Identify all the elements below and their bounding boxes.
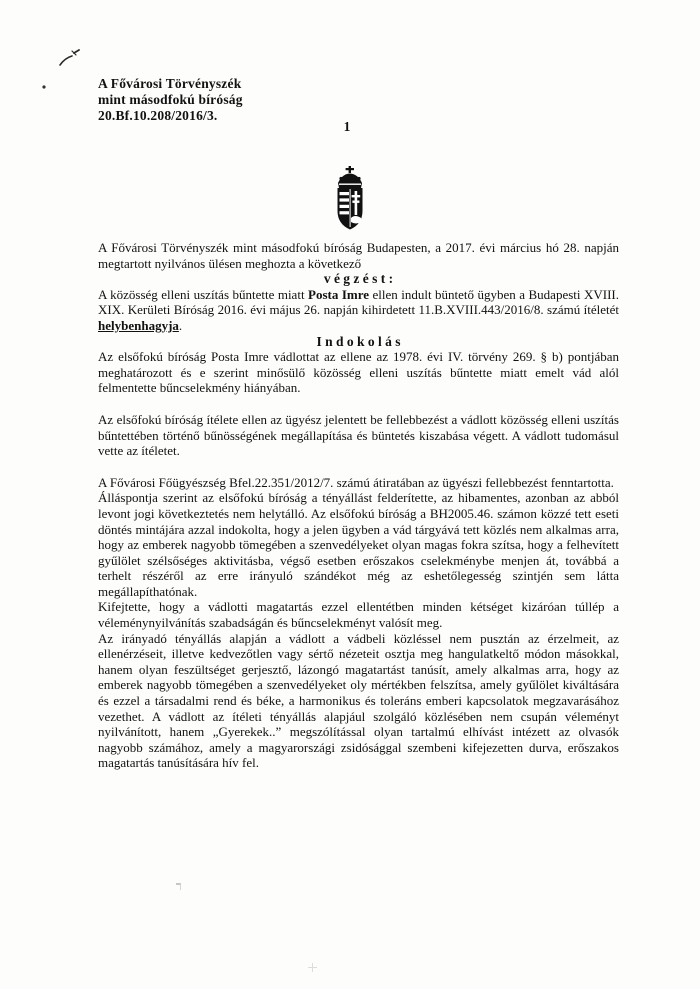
- operative-post: .: [178, 317, 183, 333]
- prosecutor-paragraph: A Fővárosi Főügyészség Bfel.22.351/2012/7. számú átiratában az ügyészi fellebbezést fenntartotta.: [98, 474, 614, 490]
- intro-paragraph: A Fővárosi Törvényszék mint másodfokú bíróság Budapesten, a 2017. évi március hó 28. napján megtartott nyilvános ülésen meghozta a következő: [98, 240, 619, 271]
- operative-verdict: helybenhagyja: [98, 317, 179, 333]
- prosecutor-paragraph: Álláspontja szerint az elsőfokú bíróság a tényállást felderítette, az hibamentes, azonban az abból levont jogi következtetés nem helytálló. Az elsőfokú bíróság a BH2005.46. számon közzé tett eseti döntés mintájára azzal indokolta, hogy a jelen ügyben a vád tárgyává tett közlés nem alkalmas arra, hogy az emberek nagyobb tömegében a szenvedélyeket olyan magas fokra szítsa, hogy a felhevített gyűlölet szélsőséges aktivitásba, végső esetben erőszakos cselekménybe menjen át, továbbá a terhelt részéről az erre irányuló szándékot még az eshetőlegesség szintjén sem látta megállapíthatónak.: [98, 490, 619, 599]
- faint-scan-mark: [176, 883, 181, 890]
- operative-mid: ellen indult büntető ügyben a Budapesti XVIII. XIX. Kerületi Bíróság 2016. évi május 26. napján kihirdetett 11.B.XVIII.443/2016/8. számú ítéletét: [98, 286, 619, 318]
- reasoning-first-instance-paragraph: Az elsőfokú bíróság Posta Imre vádlottat az ellene az 1978. évi IV. törvény 269. § b) pontjában meghatározott és e szerint minősülő közösség elleni uszítás bűntette miatt emelt vád alól felmentette bűncselekmény hiányában.: [98, 349, 619, 396]
- reasoning-heading: I n d o k o l á s: [316, 333, 401, 349]
- operative-pre: A közösség elleni uszítás bűntette miatt: [98, 286, 309, 302]
- prosecutor-paragraph: Kifejtette, hogy a vádlotti magatartás ezzel ellentétben minden kétséget kizáróan túllép a véleménynyilvánítás szabadságán és bűncselekményt valósít meg.: [98, 599, 619, 631]
- prosecutor-opinion-block: [98, 475, 619, 771]
- case-number: 20.Bf.10.208/2016/3.: [98, 108, 218, 123]
- ink-dot-mark: [42, 85, 45, 88]
- verdict-heading: v é g z é s t :: [323, 271, 394, 287]
- page-number: 1: [343, 119, 351, 134]
- court-name: A Fővárosi Törvényszék: [98, 76, 242, 91]
- court-header: [98, 76, 243, 124]
- pen-squiggle-mark: [38, 44, 88, 94]
- document-body: [98, 240, 619, 771]
- hungarian-coat-of-arms-icon: [329, 166, 371, 232]
- reasoning-appeal-paragraph: Az elsőfokú bíróság ítélete ellen az ügyész jelentett be fellebbezést a vádlott közösség elleni uszítás bűntettében történő bűnösségének megállapítása és büntetés kiszabása végett. A vádlott tudomásul vette az ítéletet.: [98, 411, 619, 459]
- faint-scan-mark: [308, 963, 317, 972]
- court-role: mint másodfokú bíróság: [98, 92, 243, 107]
- defendant-name: Posta Imre: [308, 286, 370, 302]
- operative-paragraph: [98, 287, 619, 334]
- prosecutor-paragraph: Az irányadó tényállás alapján a vádlott a vádbeli közléssel nem pusztán az érzelmeit, az ellenérzéseit, illetve kedvezőtlen vagy sértő nézeteit osztja meg hangulatkeltő módon másokkal, hanem olyan feszültséget gerjesztő, lázongó magatartást tanúsít, amely alkalmas arra, hogy az emberek nagyobb tömegében a szenvedélyeket oly mértékben felszítsa, amely gyűlölet kiváltására és ezzel a társadalmi rend és béke, a harmonikus és toleráns emberi kapcsolatok megzavarásához vezethet. A vádlott az ítéleti tényállás alapjául szolgáló közlésében nem csupán véleményt nyilvánított, hanem „Gyerekek..” megszólítással olyan tartalmú elhívást intézett az olvasók nagyobb számához, amely a magyarországi zsidósággal szembeni kifejezetten durva, erőszakos magatartás tanúsítására hív fel.: [98, 630, 619, 771]
